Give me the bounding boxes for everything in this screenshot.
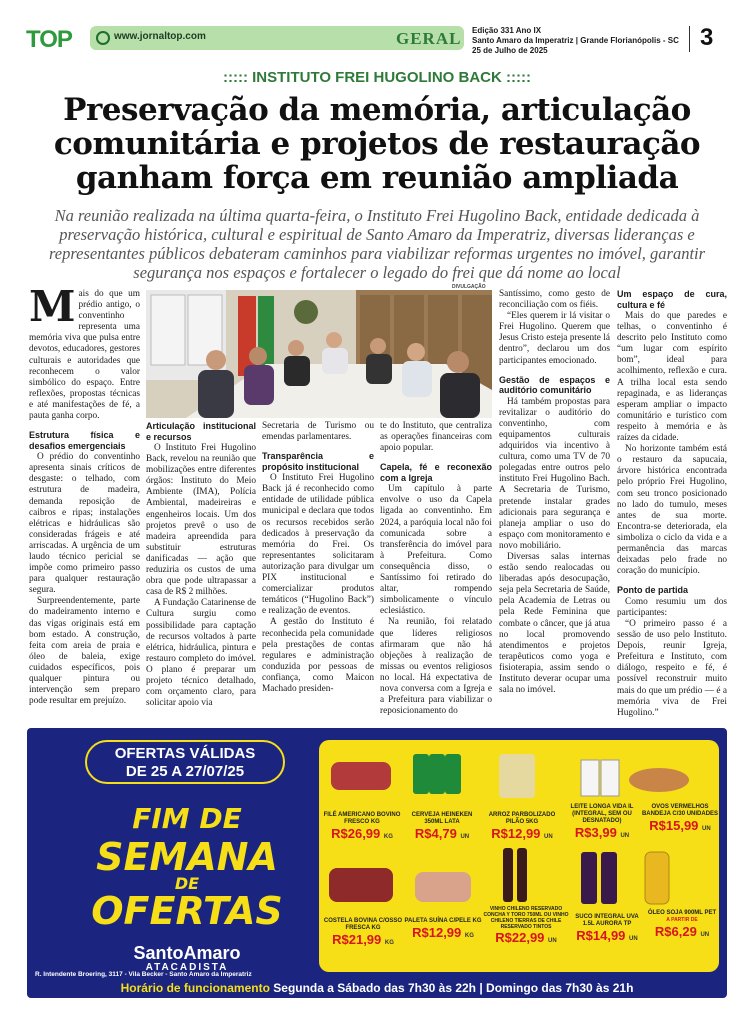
col4-paragraph-1: Um capítulo à parte envolve o uso da Capela ligada ao conventinho. Em 2024, a paróquia local não foi comunicada sobre a transferência do imóvel para à Prefeitura. Como consequência disso, o Santíssimo foi retirado do altar, rompendo simbolicamente o vínculo eclesiástico. <box>380 484 492 617</box>
subhead-cura: Um espaço de cura, cultura e fé <box>617 289 727 310</box>
edition-location: Santo Amaro da Imperatriz | Grande Florianópolis - SC <box>472 36 679 45</box>
product-file-americano: FILÉ AMERICANO BOVINO FRESCO KG R$26,99 KG <box>323 812 401 841</box>
section-title: GERAL <box>396 29 462 48</box>
edition-info <box>472 26 679 56</box>
edition-number: Edição 331 Ano IX <box>472 26 542 35</box>
offer-validity-badge <box>85 740 285 784</box>
col6-paragraph-3: Como resumiu um dos participantes: <box>617 596 727 618</box>
product-costela: COSTELA BOVINA C/OSSO FRESCA KG R$21,99 KG <box>323 918 403 947</box>
product-leite: LEITE LONGA VIDA IL (INTEGRAL, SEM OU DESNATADO) R$3,99 UN <box>570 804 634 840</box>
supermarket-ad <box>27 728 727 998</box>
drop-cap: M <box>29 282 76 331</box>
products-panel <box>319 740 719 972</box>
subhead-capela: Capela, fé e reconexão com a Igreja <box>380 462 492 483</box>
opening-hours <box>27 978 727 998</box>
website-url[interactable]: www.jornaltop.com <box>114 31 206 42</box>
hours-label: Horário de funcionamento <box>120 981 270 995</box>
product-paleta-suina: PALETA SUÍNA C/PELE KG R$12,99 KG <box>404 918 482 940</box>
ad-title-line-3: DE <box>174 874 200 893</box>
article-kicker: ::::: INSTITUTO FREI HUGOLINO BACK ::::: <box>222 69 531 86</box>
col5-quote: “Eles querem ir lá visitar o Frei Hugolino. Querem que Jesus Cristo esteja presente lá dentro”, declarou um dos participantes emocionado. <box>499 311 610 366</box>
col3-paragraph-2: A gestão do Instituto é reconhecida pela comunidade pela prestações de contas regulares e administração conduzida por pessoas de confiança, como Maicon Machado presiden- <box>262 617 374 694</box>
col6-final-quote: “O primeiro passo é a sessão de uso pelo Instituto. Depois, reunir Igreja, Prefeitura e Instituto, com diálogo, respeito e fé, é possível reconstruir muito mais do que um prédio — é a memória viva de Frei Hugolino.” <box>617 618 727 718</box>
edition-date: 25 de Julho de 2025 <box>472 46 548 55</box>
brand-name: SantoAmaro <box>133 943 241 963</box>
article-headline: Preservação da memória, articulação comunitária e projetos de restauração ganham força em reunião ampliada <box>53 92 701 196</box>
article-column-3 <box>262 421 374 695</box>
col1-paragraph-1: ais do que um prédio antigo, o conventinho representa uma memória viva que pulsa entre devotos, educadores, gestores culturais e autoridades que reconhecem o valor simbólico do espaço. Entre reflexões, propostas técnicas e até manifestações de fé, a pauta ganha corpo. <box>29 289 140 422</box>
brand-subtitle: ATACADISTA <box>145 962 229 973</box>
product-vinho: VINHO CHILENO RESERVADO CONCHA Y TORO 750ML OU VINHO CHILENO TIERRAS DE CHILE RESERVADO TINTOS R$22,99 UN <box>483 906 569 945</box>
col4-paragraph-2: Na reunião, foi relatado que líderes religiosos afirmaram que não há objeções à realização de missas ou eventos religiosos no local. Há expectativa de nova conversa com a Igreja e a Prefeitura para viabilizar o reposicionamento do <box>380 617 492 717</box>
ad-title <box>67 800 307 933</box>
photo-credit: DIVULGAÇÃO <box>452 284 486 290</box>
subhead-estrutura: Estrutura física e desafios emergenciais <box>29 430 140 451</box>
col2-paragraph-1: O Instituto Frei Hugolino Back, revelou na reunião que mobilizações entre diferentes órgãos: Instituto do Meio Ambiente (IMA), Polícia Ambiental, madeireiras e engenheiros locais. Um dos projetos prevê o uso de madeira apreendida para substituir estruturas danificadas — ação que reduziria os custos de uma obra que pode ultrapassar a casa de R$ 2 milhões. <box>146 443 256 598</box>
subhead-transparencia: Transparência e propósito institucional <box>262 451 374 472</box>
ad-title-line-2: SEMANA <box>96 835 278 879</box>
col3-paragraph-0: Secretaria de Turismo ou emendas parlamentares. <box>262 421 374 443</box>
article-column-1 <box>29 282 140 707</box>
col2-paragraph-2: A Fundação Catarinense de Cultura surgiu como possibilidade para captação de recursos voltados à parte elétrica, hidráulica, pintura e restauro completo do imóvel. O plano é preparar um projeto técnico detalhado, com orçamento claro, para solicitar apoio via <box>146 598 256 709</box>
article-column-6 <box>617 289 727 719</box>
subhead-ponto-de-partida: Ponto de partida <box>617 585 689 596</box>
store-brand <box>97 944 277 973</box>
product-oleo-soja: ÓLEO SOJA 900ML PET A PARTIR DE R$6,29 UN <box>647 910 717 939</box>
hours-text: Segunda a Sábado das 7h30 às 22h | Domingo das 7h30 às 21h <box>273 981 634 995</box>
article-column-2 <box>146 421 256 709</box>
globe-icon <box>96 31 110 45</box>
validity-dates: DE 25 A 27/07/25 <box>125 763 245 780</box>
newspaper-logo: TOP <box>26 26 72 53</box>
store-address: R. Intendente Broering, 3117 - Vila Becker - Santo Amaro da Imperatriz <box>35 971 252 978</box>
header-divider <box>689 26 690 52</box>
col6-paragraph-1: Mais do que paredes e telhas, o conventinho é descrito pelo Instituto como “um lugar com espírito bom”, ideal para acolhimento, reflexão e cura. A trilha local esta sendo repaginada, e as lideranças esperam ampliar o impacto comunitário e turístico com respeito à memória e às raízes da cidade. <box>617 311 727 444</box>
subhead-articulacao: Articulação institucional e recursos <box>146 421 256 442</box>
col1-paragraph-2: O prédio do conventinho apresenta sinais críticos de desgaste: o telhado, com estrutura de madeira, demanda reposição de caibros e ripas; instalações elétricas e hidráulicas são consideradas frágeis e até arriscadas. A urgência de um laudo técnico pericial se impõe como primeiro passo para qualquer restauração segura. <box>29 452 140 596</box>
col5-paragraph-3: Diversas salas internas estão sendo realocadas ou liberadas após desocupação, seja pela Secretaria de Saúde, pela Academia de Letras ou pela Rede Feminina que combate o câncer, que já atua no local promovendo atendimentos e projetos terapêuticos como yoga e fisioterapia, assim sendo o Instituto deverar ocupar uma sala no imóvel. <box>499 551 610 696</box>
product-cerveja-heineken: CERVEJA HEINEKEN 350ML LATA R$4,79 UN <box>411 812 473 841</box>
ad-title-line-4: OFERTAS <box>91 889 283 933</box>
product-suco-aurora: SUCO INTEGRAL UVA 1.5L AURORA TP R$14,99 UN <box>575 914 639 943</box>
validity-line-1: OFERTAS VÁLIDAS <box>114 745 256 762</box>
col6-paragraph-2: No horizonte também está o restauro da sapucaia, árvore histórica encontrada pelo próprio Frei Hugolino, com seu tronco posicionado no lado do tumulo, meses antes de sua morte. Encontra-se deteriorada, ela simboliza o ciclo da vida e a permanência das marcas deixadas pelo frade no coração do município. <box>617 444 727 577</box>
article-column-5 <box>499 289 610 696</box>
subhead-gestao: Gestão de espaços e auditório comunitário <box>499 374 610 396</box>
col5-paragraph-0: Santíssimo, como gesto de reconciliação com os fiéis. <box>499 289 610 311</box>
col1-paragraph-3: Surpreendentemente, parte do madeiramento interno e das vigas originais está em bom estado. A construção, feita com areia de praia e óleo de baleia, exige cuidados específicos, pois qualquer pintura ou intervenção sem preparo pode resultar em prejuízo. <box>29 596 140 707</box>
col5-paragraph-2: Há também propostas para revitalizar o auditório do conventinho, com equipamentos culturais adquiridos via incentivo à cultura, como uma TV de 70 polegadas entre outros pelo instituto Frei Hugolino Bach. A Secretaria de Turismo, pretende instalar grades adicionais para segurança e planeja ampliar o uso do espaço com monitoramento e novo mobiliário. <box>499 396 610 551</box>
meeting-photo <box>146 290 492 418</box>
product-ovos: OVOS VERMELHOS BANDEJA C/30 UNIDADES R$15,99 UN <box>641 804 719 833</box>
col3-paragraph-1: O Instituto Frei Hugolino Back já é reconhecido como entidade de utilidade pública municipal e declara que todos os recursos recebidos serão dedicados à preservação da memória do Frei. Os representantes solicitaram autorização para divulgar um PIX institucional e comercializar produtos temáticos (“Hugolino Back”) e realização de eventos. <box>262 473 374 617</box>
meeting-illustration <box>146 290 492 418</box>
article-column-4 <box>380 421 492 717</box>
col4-paragraph-0: te do Instituto, que centraliza as operações financeiras com apoio popular. <box>380 421 492 454</box>
product-arroz-pilao: ARROZ PARBOLIZADO PILÃO 5KG R$12,99 UN <box>488 812 556 841</box>
page-number: 3 <box>700 24 714 51</box>
article-lead: Na reunião realizada na última quarta-feira, o Instituto Frei Hugolino Back, entidade dedicada à preservação histórica, cultural e espiritual de Santo Amaro da Imperatriz, diversas lideranças e representantes públicos debateram caminhos para viabilizar reformas urgentes no imóvel, garantir segurança nos espaços e fortalecer o legado do frei que dá nome ao local <box>48 206 706 282</box>
ad-title-line-1: FIM DE <box>132 802 242 835</box>
